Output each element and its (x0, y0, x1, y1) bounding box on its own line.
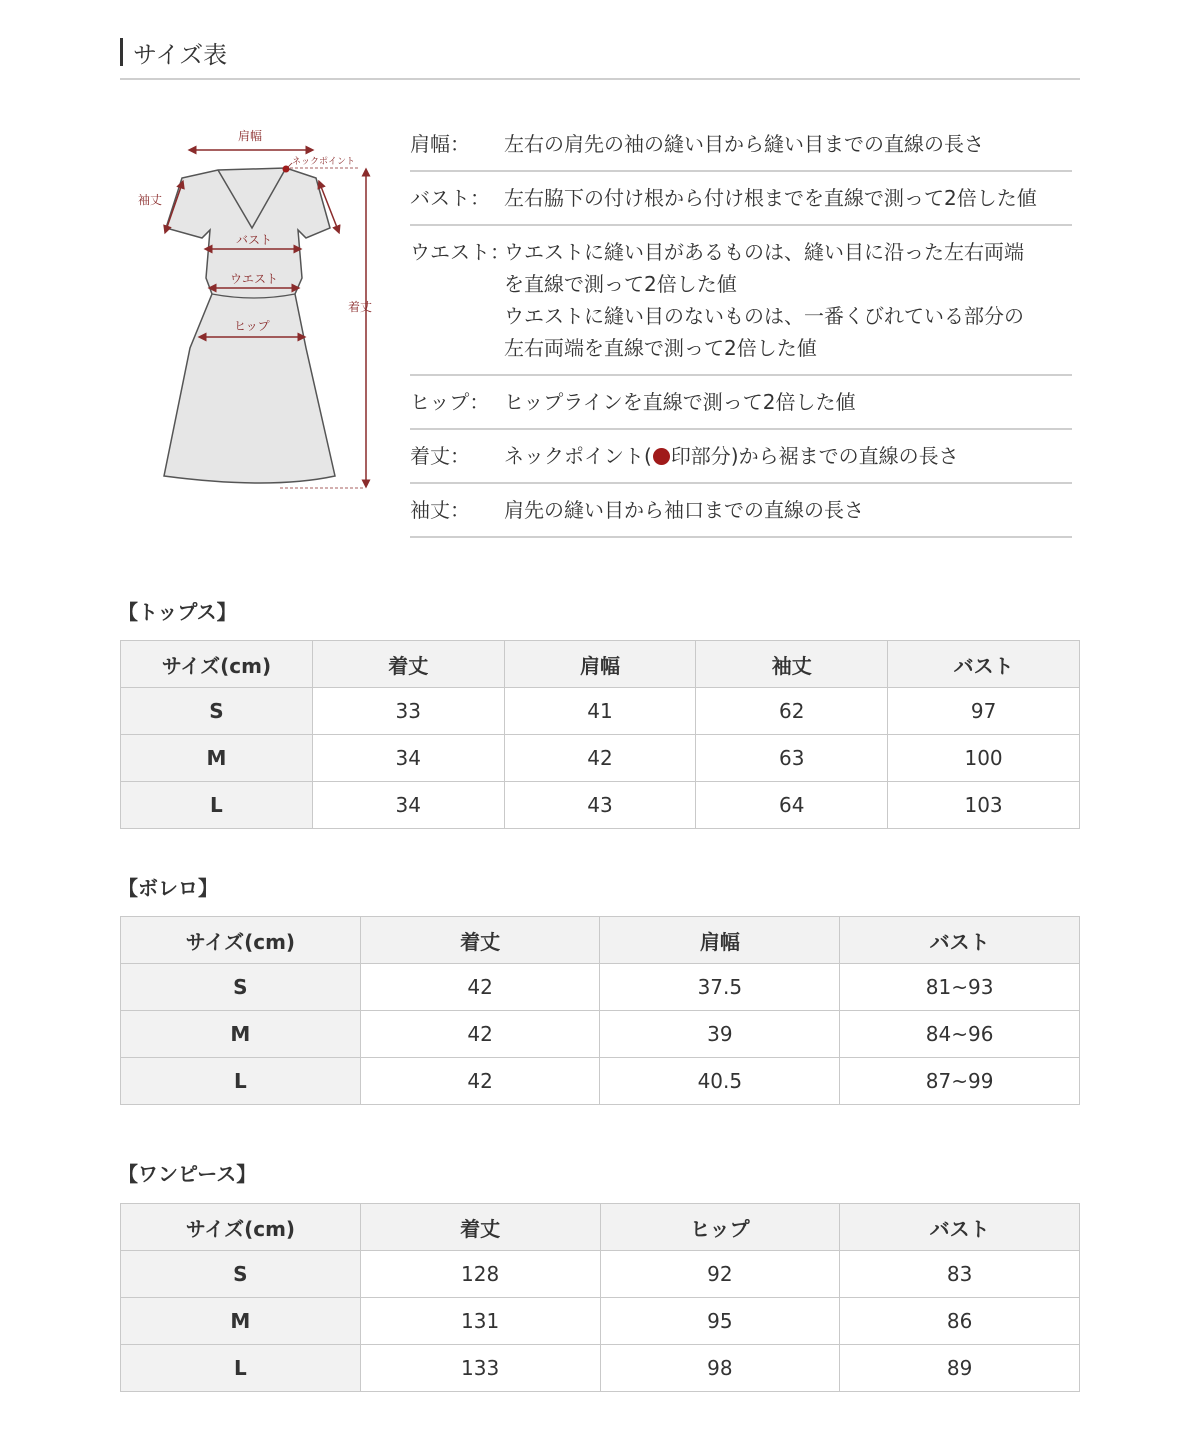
table-header: サイズ(cm) (121, 1204, 361, 1251)
table-cell: 86 (840, 1298, 1080, 1345)
table-cell: 34 (312, 782, 504, 829)
definition-term: 着丈： (410, 444, 470, 468)
diagram-label-length: 着丈 (348, 300, 373, 314)
table-cell: 42 (360, 1011, 600, 1058)
table-header: バスト (840, 917, 1080, 964)
definition-term: 袖丈： (410, 498, 470, 522)
table-cell: 103 (888, 782, 1080, 829)
onepiece-section-title: 【ワンピース】 (118, 1162, 257, 1186)
table-cell: 83 (840, 1251, 1080, 1298)
table-row (121, 964, 1080, 1011)
table-header: バスト (840, 1204, 1080, 1251)
table-header: 肩幅 (600, 917, 840, 964)
dress-illustration (130, 118, 390, 508)
size-cell: S (121, 1251, 361, 1298)
definition-text (504, 440, 1072, 472)
definition-text: 左右脇下の付け根から付け根までを直線で測って2倍した値 (504, 186, 1037, 210)
table-header-row (121, 917, 1080, 964)
diagram-label-bust: バスト (236, 233, 273, 247)
table-header: 袖丈 (696, 641, 888, 688)
table-header: サイズ(cm) (121, 917, 361, 964)
page-title (120, 36, 227, 68)
measurement-definitions (410, 118, 1072, 538)
title-divider (120, 78, 1080, 80)
neck-point-marker-icon (653, 448, 670, 465)
table-cell: 62 (696, 688, 888, 735)
table-cell: 92 (600, 1251, 840, 1298)
table-header-row (121, 641, 1080, 688)
definition-text (504, 236, 1072, 364)
table-cell: 87~99 (840, 1058, 1080, 1105)
definition-term: ウエスト： (410, 240, 510, 264)
diagram-label-neck-point: ネックポイント (292, 157, 356, 167)
table-cell: 40.5 (600, 1058, 840, 1105)
table-header: 肩幅 (504, 641, 696, 688)
table-cell: 42 (504, 735, 696, 782)
table-cell: 42 (360, 1058, 600, 1105)
table-cell: 42 (360, 964, 600, 1011)
size-cell: S (121, 688, 313, 735)
definition-hip (410, 376, 1072, 430)
table-cell: 95 (600, 1298, 840, 1345)
bolero-size-table (120, 916, 1080, 1105)
size-cell: S (121, 964, 361, 1011)
definition-shoulder (410, 118, 1072, 172)
definition-bust (410, 172, 1072, 226)
title-bar (120, 38, 123, 66)
definition-line: ウエストに縫い目のないものは、一番くびれている部分の (504, 304, 1024, 328)
definition-line: 左右両端を直線で測って2倍した値 (504, 336, 817, 360)
definition-text-before: ネックポイント( (504, 444, 652, 468)
bolero-section-title: 【ボレロ】 (118, 876, 218, 900)
table-cell: 98 (600, 1345, 840, 1392)
definition-text: 肩先の縫い目から袖口までの直線の長さ (504, 498, 864, 522)
diagram-label-hip: ヒップ (234, 319, 270, 333)
table-header: サイズ(cm) (121, 641, 313, 688)
definition-sleeve (410, 484, 1072, 538)
table-row (121, 688, 1080, 735)
table-row (121, 1251, 1080, 1298)
size-cell: L (121, 1345, 361, 1392)
garment-diagram (130, 118, 390, 508)
diagram-label-waist: ウエスト (230, 272, 279, 286)
table-header: ヒップ (600, 1204, 840, 1251)
onepiece-size-table (120, 1203, 1080, 1392)
size-cell: M (121, 1298, 361, 1345)
table-cell: 81~93 (840, 964, 1080, 1011)
page-title-text: サイズ表 (133, 40, 228, 69)
table-row (121, 735, 1080, 782)
definition-line: ウエストに縫い目があるものは、縫い目に沿った左右両端 (504, 240, 1024, 264)
table-header: 着丈 (312, 641, 504, 688)
table-cell: 133 (360, 1345, 600, 1392)
size-cell: L (121, 1058, 361, 1105)
table-cell: 39 (600, 1011, 840, 1058)
definition-text-after: 印部分)から裾までの直線の長さ (670, 444, 959, 468)
definition-term: バスト： (410, 186, 490, 210)
table-cell: 97 (888, 688, 1080, 735)
table-cell: 41 (504, 688, 696, 735)
definition-term: 肩幅： (410, 132, 470, 156)
definition-text: ヒップラインを直線で測って2倍した値 (504, 390, 856, 414)
tops-section-title: 【トップス】 (118, 600, 237, 624)
diagram-label-shoulder: 肩幅 (238, 129, 263, 143)
table-cell: 89 (840, 1345, 1080, 1392)
size-cell: M (121, 735, 313, 782)
table-cell: 43 (504, 782, 696, 829)
diagram-label-sleeve: 袖丈 (138, 193, 163, 207)
table-cell: 37.5 (600, 964, 840, 1011)
tops-size-table (120, 640, 1080, 829)
table-cell: 64 (696, 782, 888, 829)
table-header: 着丈 (360, 1204, 600, 1251)
table-row (121, 1011, 1080, 1058)
size-cell: M (121, 1011, 361, 1058)
table-row (121, 1298, 1080, 1345)
table-cell: 33 (312, 688, 504, 735)
table-row (121, 782, 1080, 829)
table-header: 着丈 (360, 917, 600, 964)
table-header: バスト (888, 641, 1080, 688)
table-row (121, 1058, 1080, 1105)
table-cell: 34 (312, 735, 504, 782)
table-cell: 100 (888, 735, 1080, 782)
table-header-row (121, 1204, 1080, 1251)
table-cell: 131 (360, 1298, 600, 1345)
table-cell: 128 (360, 1251, 600, 1298)
definition-term: ヒップ： (410, 390, 490, 414)
table-cell: 84~96 (840, 1011, 1080, 1058)
table-cell: 63 (696, 735, 888, 782)
table-row (121, 1345, 1080, 1392)
definition-text: 左右の肩先の袖の縫い目から縫い目までの直線の長さ (504, 132, 984, 156)
definition-line: を直線で測って2倍した値 (504, 272, 737, 296)
definition-waist (410, 226, 1072, 376)
definition-length (410, 430, 1072, 484)
size-cell: L (121, 782, 313, 829)
